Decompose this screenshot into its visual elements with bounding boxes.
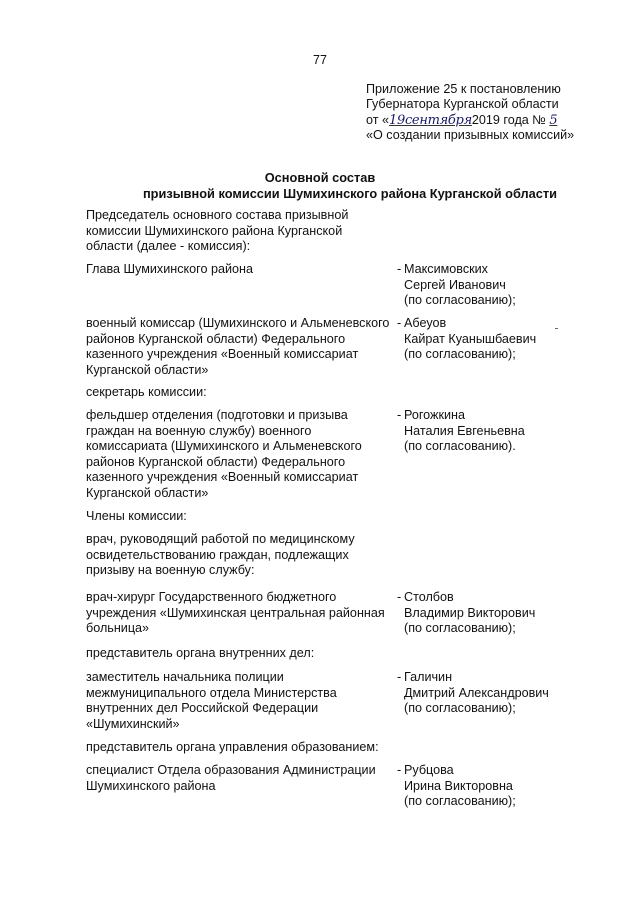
person-name: Ирина Викторовна bbox=[404, 778, 513, 793]
title-line-2: призывной комиссии Шумихинского района Курганской области bbox=[142, 186, 558, 201]
document-title bbox=[0, 170, 640, 202]
entry-person bbox=[397, 590, 637, 637]
person-note: (по согласованию); bbox=[404, 293, 516, 308]
doctor-lead-heading: врач, руководящий работой по медицинскому освидетельствованию граждан, подлежащих призыву на военную службу: bbox=[86, 532, 355, 578]
handwritten-month: сентября bbox=[404, 112, 472, 128]
person-surname: Рогожкина bbox=[404, 408, 465, 422]
appendix-line-3 bbox=[366, 113, 636, 128]
police-rep-heading: представитель органа внутренних дел: bbox=[86, 646, 315, 660]
education-rep-heading: представитель органа управления образованием: bbox=[86, 740, 379, 754]
person-surname: Галичин bbox=[404, 670, 453, 684]
person-dash: - bbox=[397, 590, 402, 604]
page-number: 77 bbox=[313, 53, 327, 67]
person-note: (по согласованию); bbox=[404, 347, 516, 362]
entry-role: фельдшер отделения (подготовки и призыва граждан на военную службу) военного комиссариата (Шумихинского и Альменевского районов Курганской области) Федерального казенного учреждения «Военный комиссариат Курганской области» bbox=[86, 408, 362, 500]
appendix-line-4: «О создании призывных комиссий» bbox=[366, 128, 575, 143]
person-name: Кайрат Куанышбаевич bbox=[404, 331, 537, 346]
entry-role: Глава Шумихинского района bbox=[86, 262, 253, 276]
appendix-date-prefix: от « bbox=[366, 112, 389, 127]
entry-person bbox=[397, 316, 637, 363]
person-name: Дмитрий Александрович bbox=[404, 685, 549, 700]
entry-role: заместитель начальника полиции межмуниципального отдела Министерства внутренних дел Российской Федерации «Шумихинский» bbox=[86, 670, 337, 731]
members-heading: Члены комиссии: bbox=[86, 509, 187, 523]
person-name: Владимир Викторович bbox=[404, 605, 536, 620]
handwritten-day: 19 bbox=[389, 112, 405, 128]
appendix-line-2: Губернатора Курганской области bbox=[366, 97, 559, 112]
scan-mark bbox=[555, 328, 558, 329]
handwritten-number: 5 bbox=[549, 112, 558, 128]
title-line-1: Основной состав bbox=[264, 170, 376, 185]
person-dash: - bbox=[397, 262, 402, 276]
entry-role: военный комиссар (Шумихинского и Альменевского районов Курганской области) Федерального казенного учреждения «Военный комиссариат Курганской области» bbox=[86, 316, 390, 377]
appendix-date-year: 2019 года № bbox=[471, 112, 550, 127]
chairman-heading: Председатель основного состава призывной комиссии Шумихинского района Курганской области (далее - комиссия): bbox=[86, 208, 349, 254]
appendix-header bbox=[366, 82, 636, 144]
person-note: (по согласованию). bbox=[404, 439, 516, 454]
entry-role: врач-хирург Государственного бюджетного учреждения «Шумихинская центральная районная больница» bbox=[86, 590, 385, 636]
entry-person bbox=[397, 262, 637, 309]
person-name: Сергей Иванович bbox=[404, 277, 506, 292]
person-surname: Столбов bbox=[404, 590, 454, 604]
person-surname: Максимовских bbox=[404, 262, 488, 276]
person-note: (по согласованию); bbox=[404, 701, 516, 716]
entry-role: специалист Отдела образования Администрации Шумихинского района bbox=[86, 763, 376, 793]
person-dash: - bbox=[397, 408, 402, 422]
person-note: (по согласованию); bbox=[404, 794, 516, 809]
entry-person bbox=[397, 670, 637, 717]
person-dash: - bbox=[397, 763, 402, 777]
person-name: Наталия Евгеньевна bbox=[404, 423, 525, 438]
person-surname: Абеуов bbox=[404, 316, 447, 330]
person-surname: Рубцова bbox=[404, 763, 454, 777]
secretary-heading: секретарь комиссии: bbox=[86, 385, 207, 399]
person-dash: - bbox=[397, 670, 402, 684]
person-note: (по согласованию); bbox=[404, 621, 516, 636]
person-dash: - bbox=[397, 316, 402, 330]
entry-person bbox=[397, 763, 637, 810]
entry-person bbox=[397, 408, 637, 455]
appendix-line-1: Приложение 25 к постановлению bbox=[366, 82, 561, 96]
